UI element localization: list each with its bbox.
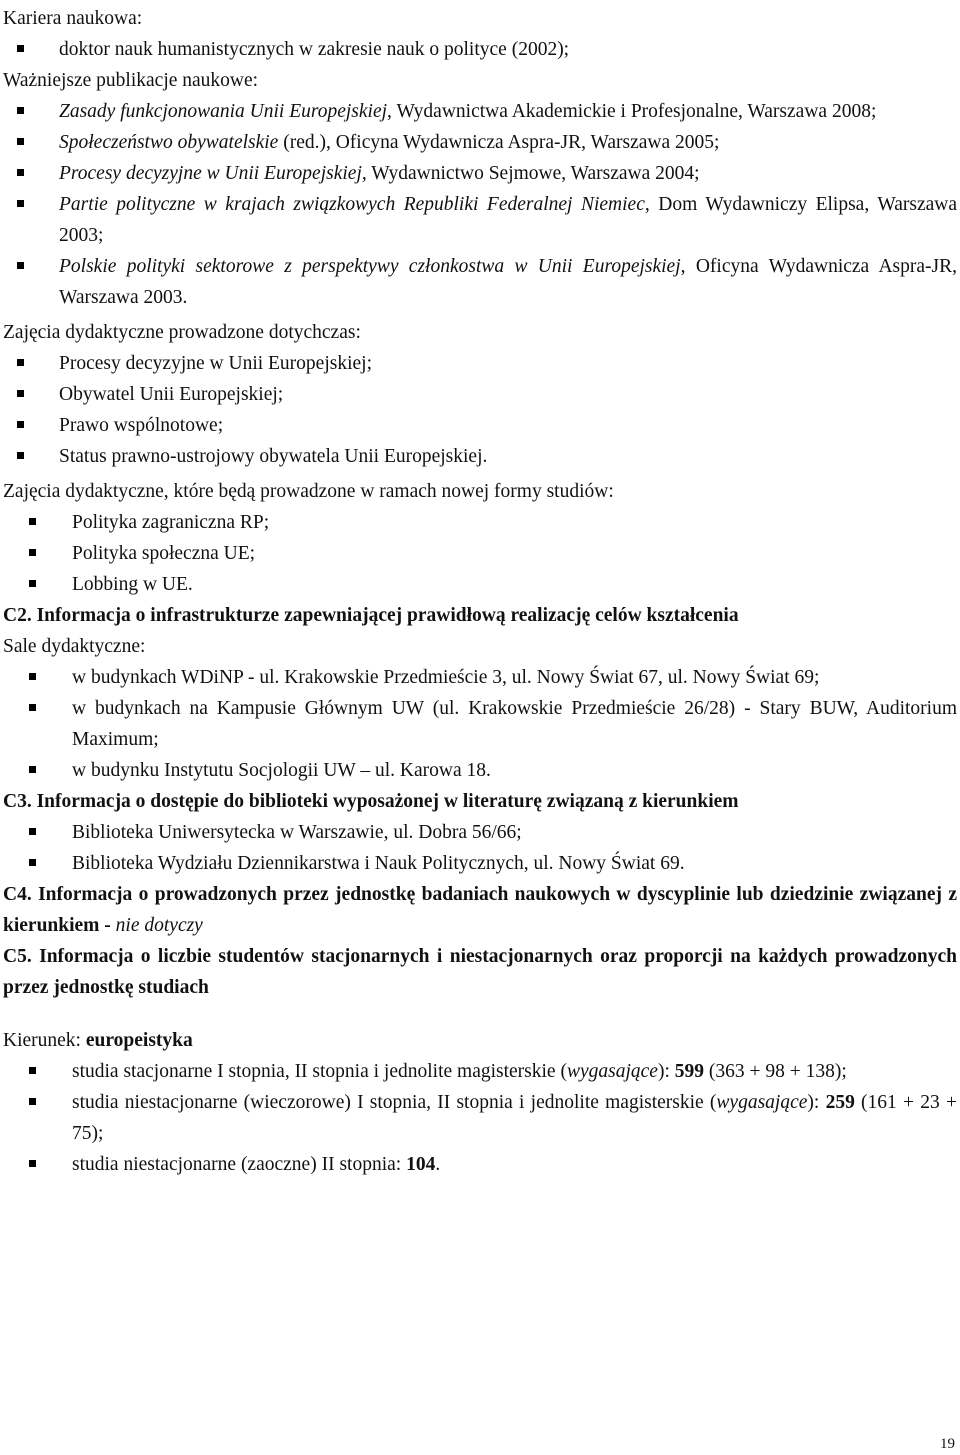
classes-so-far-heading: Zajęcia dydaktyczne prowadzone dotychczas: [3, 322, 361, 343]
students-text: ): [807, 1092, 826, 1113]
students-text: studia stacjonarne I stopnia, II stopnia i jednolite magisterskie ( [72, 1061, 567, 1082]
publication-item [3, 158, 957, 189]
publication-item [3, 96, 957, 127]
students-item [3, 1149, 957, 1180]
students-breakdown: . [435, 1154, 441, 1175]
list-item: Biblioteka Wydziału Dziennikarstwa i Nauk Politycznych, ul. Nowy Świat 69. [3, 848, 957, 879]
direction-label: Kierunek: [3, 1030, 86, 1051]
direction-line [3, 1025, 957, 1056]
career-list [3, 34, 957, 65]
students-note: wygasające [716, 1092, 808, 1113]
students-count: 259 [825, 1092, 855, 1113]
c5-heading: C5. Informacja o liczbie studentów stacjonarnych i niestacjonarnych oraz proporcji na każdych prowadzonych przez jednostkę studiach [3, 946, 957, 998]
publication-details: , Wydawnictwa Akademickie i Profesjonalne, Warszawa 2008; [387, 101, 877, 122]
publication-item [3, 189, 957, 251]
students-list [3, 1056, 957, 1180]
list-item: Lobbing w UE. [3, 569, 957, 600]
list-item: w budynkach WDiNP - ul. Krakowskie Przedmieście 3, ul. Nowy Świat 67, ul. Nowy Świat 69; [3, 662, 957, 693]
list-item: Procesy decyzyjne w Unii Europejskiej; [3, 348, 957, 379]
students-count: 599 [674, 1061, 704, 1082]
publication-details: (red.), Oficyna Wydawnicza Aspra-JR, Warszawa 2005; [278, 132, 720, 153]
students-text: studia niestacjonarne (zaoczne) II stopnia: [72, 1154, 407, 1175]
c3-heading: C3. Informacja o dostępie do biblioteki wyposażonej w literaturę związaną z kierunkiem [3, 791, 739, 812]
students-count: 104 [406, 1154, 436, 1175]
students-item [3, 1087, 957, 1149]
list-item: w budynku Instytutu Socjologii UW – ul. Karowa 18. [3, 755, 957, 786]
list-item: Prawo wspólnotowe; [3, 410, 957, 441]
list-item: doktor nauk humanistycznych w zakresie nauk o polityce (2002); [3, 34, 957, 65]
career-heading: Kariera naukowa: [3, 8, 143, 29]
students-text: ): [657, 1061, 675, 1082]
publication-details: , Oficyna Wydawnicza Aspra-JR, Warszawa 2003. [59, 256, 957, 308]
list-item: Obywatel Unii Europejskiej; [3, 379, 957, 410]
students-item [3, 1056, 957, 1087]
publication-title: Procesy decyzyjne w Unii Europejskiej [59, 163, 362, 184]
c4-heading-text: C4. Informacja o prowadzonych przez jednostkę badaniach naukowych w dyscyplinie lub dziedzinie związanej z kierunkiem - [3, 884, 957, 936]
publications-list [3, 96, 957, 313]
students-breakdown: (363 + 98 + 138); [704, 1061, 847, 1082]
publication-details: , Wydawnictwo Sejmowe, Warszawa 2004; [361, 163, 700, 184]
c2-heading: C2. Informacja o infrastrukturze zapewniającej prawidłową realizację celów kształcenia [3, 605, 739, 626]
list-item: Status prawno-ustrojowy obywatela Unii Europejskiej. [3, 441, 957, 472]
publication-item [3, 127, 957, 158]
classes-new-heading: Zajęcia dydaktyczne, które będą prowadzone w ramach nowej formy studiów: [3, 481, 614, 502]
students-note: wygasające [566, 1061, 658, 1082]
classes-new-list [3, 507, 957, 600]
classes-so-far-list [3, 348, 957, 472]
publication-details: , Dom Wydawniczy Elipsa, Warszawa 2003; [59, 194, 957, 246]
list-item: w budynkach na Kampusie Głównym UW (ul. Krakowskie Przedmieście 26/28) - Stary BUW, Auditorium Maximum; [3, 693, 957, 755]
c2-subheading: Sale dydaktyczne: [3, 636, 146, 657]
publication-title: Zasady funkcjonowania Unii Europejskiej [59, 101, 388, 122]
publication-item [3, 251, 957, 313]
page-number: 19 [940, 1436, 955, 1452]
list-item: Biblioteka Uniwersytecka w Warszawie, ul. Dobra 56/66; [3, 817, 957, 848]
students-text: studia niestacjonarne (wieczorowe) I stopnia, II stopnia i jednolite magisterskie ( [72, 1092, 717, 1113]
c3-list [3, 817, 957, 879]
publication-title: Partie polityczne w krajach związkowych Republiki Federalnej Niemiec [59, 194, 645, 215]
direction-value: europeistyka [85, 1030, 193, 1051]
publication-title: Społeczeństwo obywatelskie [59, 132, 279, 153]
publications-heading: Ważniejsze publikacje naukowe: [3, 70, 259, 91]
students-breakdown: (161 + 23 + 75); [72, 1092, 957, 1144]
list-item: Polityka społeczna UE; [3, 538, 957, 569]
document-page [3, 3, 957, 1180]
c2-list [3, 662, 957, 786]
list-item: Polityka zagraniczna RP; [3, 507, 957, 538]
publication-title: Polskie polityki sektorowe z perspektywy członkostwa w Unii Europejskiej [59, 256, 681, 277]
c4-heading [3, 879, 957, 941]
c4-note: nie dotyczy [115, 915, 203, 936]
